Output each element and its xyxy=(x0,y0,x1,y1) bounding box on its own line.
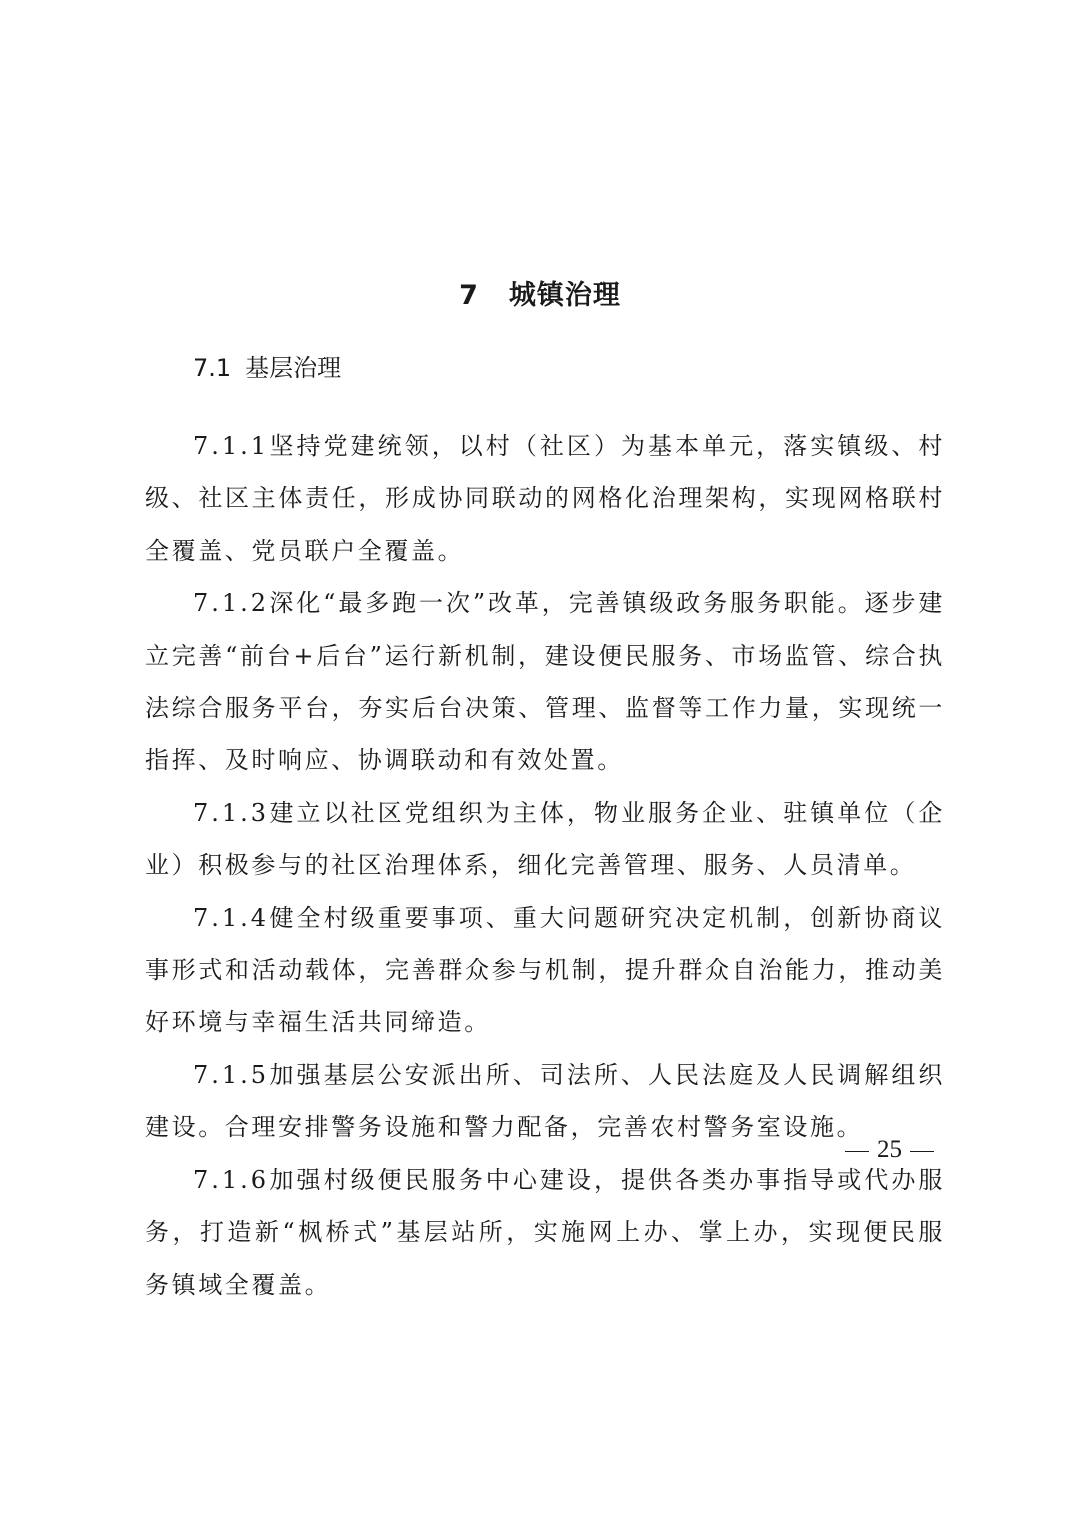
clause-number: 7.1.6 xyxy=(193,1165,270,1194)
clause-text: 健全村级重要事项、重大问题研究决定机制，创新协商议事形式和活动载体，完善群众参与机制，提升群众自治能力，推动美好环境与幸福生活共同缔造。 xyxy=(145,903,945,1037)
clause-text: 加强基层公安派出所、司法所、人民法庭及人民调解组织建设。合理安排警务设施和警力配备，完善农村警务室设施。 xyxy=(145,1060,945,1142)
clause-paragraph xyxy=(145,1154,945,1311)
clause-number: 7.1.4 xyxy=(193,903,270,932)
clause-paragraph xyxy=(145,1049,945,1154)
clause-number: 7.1.1 xyxy=(193,432,270,460)
section-heading xyxy=(193,350,341,386)
chapter-heading xyxy=(0,276,1080,316)
body-text xyxy=(145,420,945,1311)
clause-number: 7.1.2 xyxy=(193,589,270,618)
clause-text: 深化“最多跑一次”改革，完善镇级政务服务职能。逐步建立完善“前台+后台”运行新机制，建设便民服务、市场监管、综合执法综合服务平台，夯实后台决策、管理、监督等工作力量，实现统一指挥、及时响应、协调联动和有效处置。 xyxy=(145,589,945,775)
page-footer xyxy=(845,1132,942,1168)
clause-paragraph xyxy=(145,577,945,787)
clause-text: 坚持党建统领，以村（社区）为基本单元，落实镇级、村级、社区主体责任，形成协同联动的网格化治理架构，实现网格联村全覆盖、党员联户全覆盖。 xyxy=(145,432,945,565)
clause-number: 7.1.5 xyxy=(193,1060,270,1089)
clause-number: 7.1.3 xyxy=(193,798,270,827)
section-title: 基层治理 xyxy=(245,354,342,382)
page-number: 25 xyxy=(877,1136,902,1163)
section-number: 7.1 xyxy=(193,354,232,382)
clause-paragraph xyxy=(145,787,945,892)
footer-dash-left xyxy=(845,1151,869,1153)
clause-paragraph xyxy=(145,892,945,1049)
chapter-number: 7 xyxy=(459,280,479,311)
footer-dash-right xyxy=(910,1151,934,1153)
chapter-title: 城镇治理 xyxy=(508,280,621,311)
clause-text: 加强村级便民服务中心建设，提供各类办事指导或代办服务，打造新“枫桥式”基层站所，实施网上办、掌上办，实现便民服务镇域全覆盖。 xyxy=(145,1165,945,1299)
clause-paragraph xyxy=(145,420,945,577)
clause-text: 建立以社区党组织为主体，物业服务企业、驻镇单位（企业）积极参与的社区治理体系，细化完善管理、服务、人员清单。 xyxy=(145,798,945,880)
